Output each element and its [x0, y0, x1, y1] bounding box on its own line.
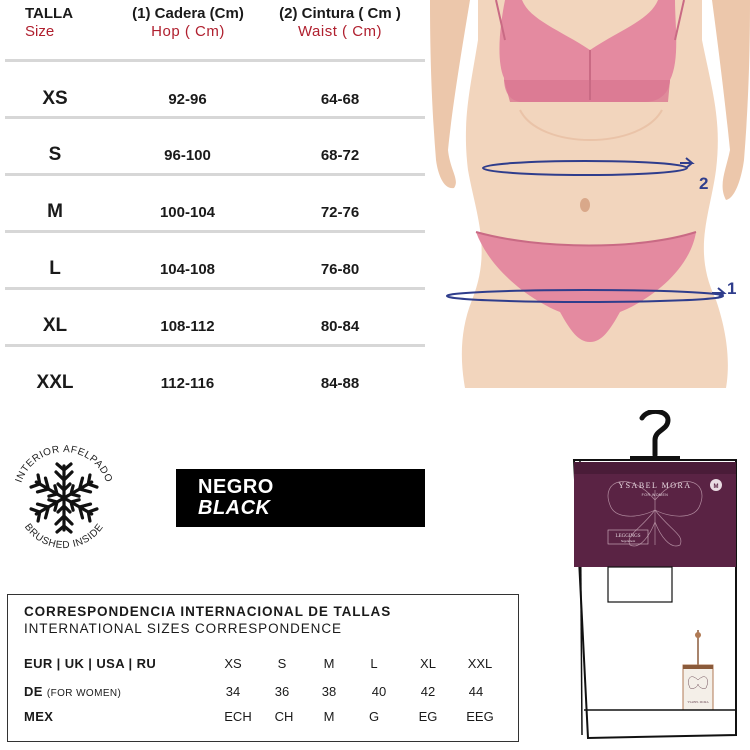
waist-cell: 68-72	[320, 147, 360, 164]
size-table	[0, 0, 430, 400]
hanger-icon	[642, 411, 668, 455]
table-row	[0, 311, 430, 341]
brushed-inside-badge	[5, 435, 123, 557]
hip-column-header	[124, 5, 252, 41]
row-label-note: (FOR WOMEN)	[46, 688, 122, 699]
snowflake-icon	[31, 464, 98, 532]
body-figure-svg	[430, 0, 750, 395]
table-row	[0, 368, 430, 398]
waist-cell: 80-84	[320, 318, 360, 335]
row-label-eur	[24, 656, 156, 671]
hip-cell: 108-112	[160, 318, 215, 335]
size-value: G	[368, 709, 380, 724]
row-divider	[5, 173, 425, 176]
size-value: 38	[321, 684, 337, 699]
correspondence-title-es: CORRESPONDENCIA INTERNACIONAL DE TALLAS	[24, 604, 392, 619]
size-value: 36	[274, 684, 290, 699]
product-package-illustration	[570, 410, 740, 745]
size-value: XS	[224, 656, 242, 671]
size-value: EEG	[466, 709, 494, 724]
color-name-es: NEGRO	[198, 476, 274, 498]
waist-marker-label: 2	[699, 174, 709, 193]
row-label-de	[24, 684, 121, 699]
badge-top-text: INTERIOR AFELPADO	[13, 443, 115, 485]
waist-cell: 84-88	[320, 375, 360, 392]
size-cell: XL	[42, 315, 68, 336]
size-cell: L	[49, 258, 61, 279]
hip-header-en: Hop ( Cm)	[151, 23, 225, 40]
left-arm	[430, 0, 470, 188]
package-product-sub: Supplement	[620, 539, 636, 543]
row-divider	[5, 59, 425, 62]
size-header-es: TALLA	[25, 5, 74, 22]
size-value: 44	[468, 684, 484, 699]
international-size-correspondence	[7, 594, 519, 742]
size-value: XL	[420, 656, 436, 671]
size-value: M	[323, 656, 335, 671]
package-brand: YSABEL MORA	[618, 481, 692, 490]
size-value: 34	[225, 684, 241, 699]
row-divider	[5, 116, 425, 119]
waist-cell: 72-76	[320, 204, 360, 221]
size-cell: XS	[42, 88, 68, 109]
row-divider	[5, 344, 425, 347]
badge-bottom-text: BRUSHED INSIDE	[22, 521, 106, 552]
waist-header-en: Waist ( Cm)	[297, 23, 383, 40]
waist-cell: 64-68	[320, 91, 360, 108]
hip-cell: 112-116	[160, 375, 215, 392]
package-brand-sub: FOR WOMEN	[641, 493, 669, 497]
row-label-text: DE	[24, 684, 43, 699]
size-cell: M	[47, 201, 63, 222]
navel	[580, 198, 590, 212]
waist-header-es: (2) Cintura ( Cm )	[279, 5, 401, 22]
hip-header-es: (1) Cadera (Cm)	[132, 5, 244, 22]
row-label-text: MEX	[24, 709, 54, 724]
package-size-text: M	[713, 484, 719, 490]
size-value: XXL	[467, 656, 493, 671]
table-row	[0, 140, 430, 170]
row-label-mex	[24, 709, 53, 724]
table-row	[0, 197, 430, 227]
size-value: EG	[418, 709, 438, 724]
table-row	[0, 254, 430, 284]
size-column-header	[25, 5, 73, 41]
size-cell: S	[48, 144, 62, 165]
table-row	[0, 84, 430, 114]
body-measurement-illustration	[430, 0, 750, 395]
hang-tag-text: YSABEL MORA	[687, 700, 709, 704]
waist-column-header	[266, 5, 414, 41]
hip-cell: 104-108	[159, 261, 216, 278]
waist-cell: 76-80	[320, 261, 360, 278]
hip-marker-label: 1	[727, 279, 737, 298]
row-divider	[5, 230, 425, 233]
size-cell: XXL	[36, 372, 74, 393]
size-value: 40	[371, 684, 387, 699]
hip-cell: 100-104	[159, 204, 216, 221]
hip-cell: 92-96	[168, 91, 207, 108]
size-value: M	[323, 709, 335, 724]
hip-cell: 96-100	[164, 147, 211, 164]
size-value: CH	[274, 709, 294, 724]
right-arm	[712, 0, 750, 200]
size-value: S	[277, 656, 287, 671]
row-label-text: EUR | UK | USA | RU	[24, 656, 157, 671]
color-swatch-black	[176, 469, 425, 527]
size-value: ECH	[224, 709, 252, 724]
package-product: LEGGINGS	[615, 534, 641, 539]
color-name-en: BLACK	[198, 497, 271, 519]
size-header-en: Size	[25, 23, 55, 40]
row-divider	[5, 287, 425, 290]
size-value: 42	[420, 684, 436, 699]
size-value: L	[370, 656, 378, 671]
correspondence-title-en: INTERNATIONAL SIZES CORRESPONDENCE	[24, 621, 342, 636]
